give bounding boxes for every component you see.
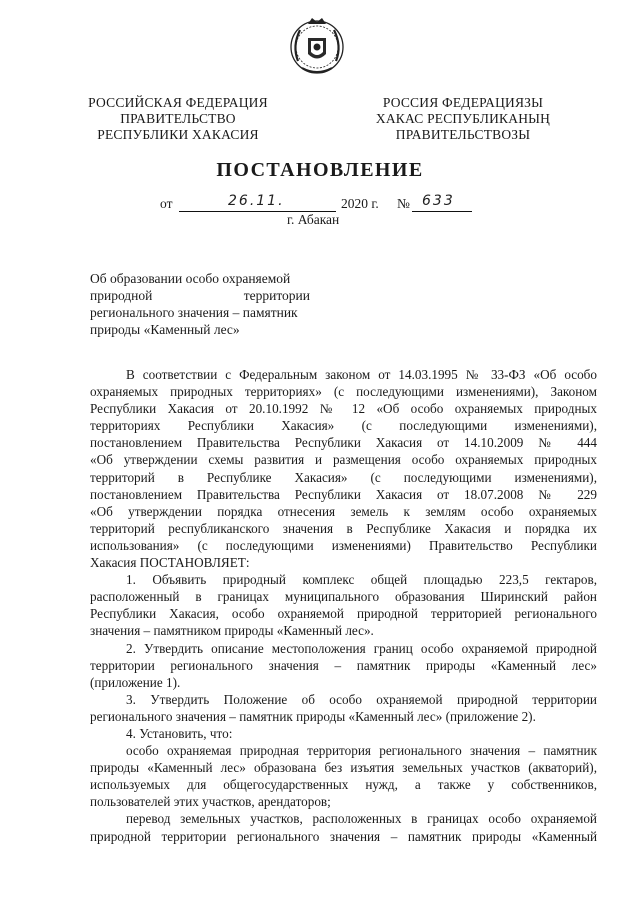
body-line: особо охраняемая природная территория регионального значения – памятник bbox=[126, 743, 597, 759]
header-right-line: ХАКАС РЕСПУБЛИКАНЫҢ bbox=[375, 111, 551, 126]
body-line: «Об утверждении порядка отнесения земель к землям особо охраняемых bbox=[90, 503, 597, 519]
city: г. Абакан bbox=[287, 212, 340, 227]
body-line: перевод земельных участков, расположенных в границах особо охраняемой bbox=[126, 811, 597, 827]
header-left-line: РЕСПУБЛИКИ ХАКАСИЯ bbox=[97, 127, 259, 142]
document-subject bbox=[90, 270, 310, 338]
body-line: территорий республиканского значения в Республике Хакасия и порядка их bbox=[90, 520, 597, 536]
body-line: постановлением Правительства Республики Хакасия от 14.10.2009 № 444 bbox=[90, 435, 597, 451]
body-line: охраняемых природных территориях» (с последующими изменениями), Законом bbox=[90, 384, 597, 400]
body-line: постановлением Правительства Республики Хакасия от 18.07.2008 № 229 bbox=[90, 486, 597, 502]
body-line: Республики Хакасия от 20.10.1992 № 12 «Об особо охраняемых природных bbox=[90, 401, 597, 417]
body-line: Хакасия ПОСТАНОВЛЯЕТ: bbox=[90, 555, 250, 571]
body-line: использования» (с последующими изменениями) Правительство Республики bbox=[90, 537, 597, 553]
header-left-line: ПРАВИТЕЛЬСТВО bbox=[120, 111, 236, 126]
body-line: территории регионального значения – памятник природы «Каменный лес» bbox=[90, 657, 597, 673]
number-underline bbox=[412, 211, 472, 212]
header-left-block bbox=[88, 95, 268, 143]
body-line: 3. Утвердить Положение об особо охраняемой природной территории bbox=[126, 691, 597, 707]
body-line: 1. Объявить природный комплекс общей площадью 223,5 гектаров, bbox=[126, 572, 597, 588]
body-line: используемых для общегосударственных нужд, а также у собственников, bbox=[90, 777, 597, 793]
body-line: Республики Хакасия, особо охраняемой природной территорией регионального bbox=[90, 606, 597, 622]
header-right-block bbox=[368, 95, 558, 143]
body-line: расположенный в границах муниципального образования Ширинский район bbox=[90, 589, 597, 605]
handwritten-number: 633 bbox=[422, 193, 455, 209]
body-line: 4. Установить, что: bbox=[126, 725, 233, 741]
number-sign: № bbox=[397, 196, 410, 211]
handwritten-date: 26.11. bbox=[228, 193, 285, 209]
date-prefix: от bbox=[160, 196, 173, 211]
document-title: ПОСТАНОВЛЕНИЕ bbox=[216, 159, 424, 181]
document-body bbox=[90, 366, 597, 845]
body-line: территориях Республики Хакасия» (с последующими изменениями), bbox=[90, 418, 597, 434]
body-line: природной территории регионального значения – памятник природы «Каменный bbox=[90, 828, 597, 844]
body-line: 2. Утвердить описание местоположения границ особо охраняемой природной bbox=[126, 640, 597, 656]
subject-line bbox=[90, 287, 310, 304]
header-left-line: РОССИЙСКАЯ ФЕДЕРАЦИЯ bbox=[88, 95, 268, 110]
body-line: (приложение 1). bbox=[90, 674, 181, 690]
coat-of-arms-emblem bbox=[288, 16, 346, 76]
header-right-line: РОССИЯ ФЕДЕРАЦИЯЗЫ bbox=[382, 95, 544, 110]
subject-line: Об образовании особо охраняемой bbox=[90, 271, 291, 286]
body-line: регионального значения – памятник природы «Каменный лес» (приложение 2). bbox=[90, 708, 536, 724]
body-line: значения – памятником природы «Каменный лес». bbox=[90, 623, 374, 639]
body-line: В соответствии с Федеральным законом от 14.03.1995 № 33-ФЗ «Об особо bbox=[126, 367, 597, 382]
subject-word: природной bbox=[90, 288, 153, 303]
body-line: природы «Каменный лес» образована без изъятия земельных участков (акваторий), bbox=[90, 760, 597, 776]
subject-line: регионального значения – памятник bbox=[90, 305, 298, 320]
header-right-line: ПРАВИТЕЛЬСТВОЗЫ bbox=[395, 127, 531, 142]
subject-word: территории bbox=[243, 288, 310, 303]
body-line: пользователей этих участков, арендаторов; bbox=[90, 794, 331, 810]
subject-line: природы «Каменный лес» bbox=[90, 322, 240, 337]
body-line: территорий в Республике Хакасия» (с последующими изменениями), bbox=[90, 469, 597, 485]
body-line: «Об утверждении схемы развития и размещения особо охраняемых природных bbox=[90, 452, 597, 468]
year: 2020 г. bbox=[341, 196, 379, 211]
